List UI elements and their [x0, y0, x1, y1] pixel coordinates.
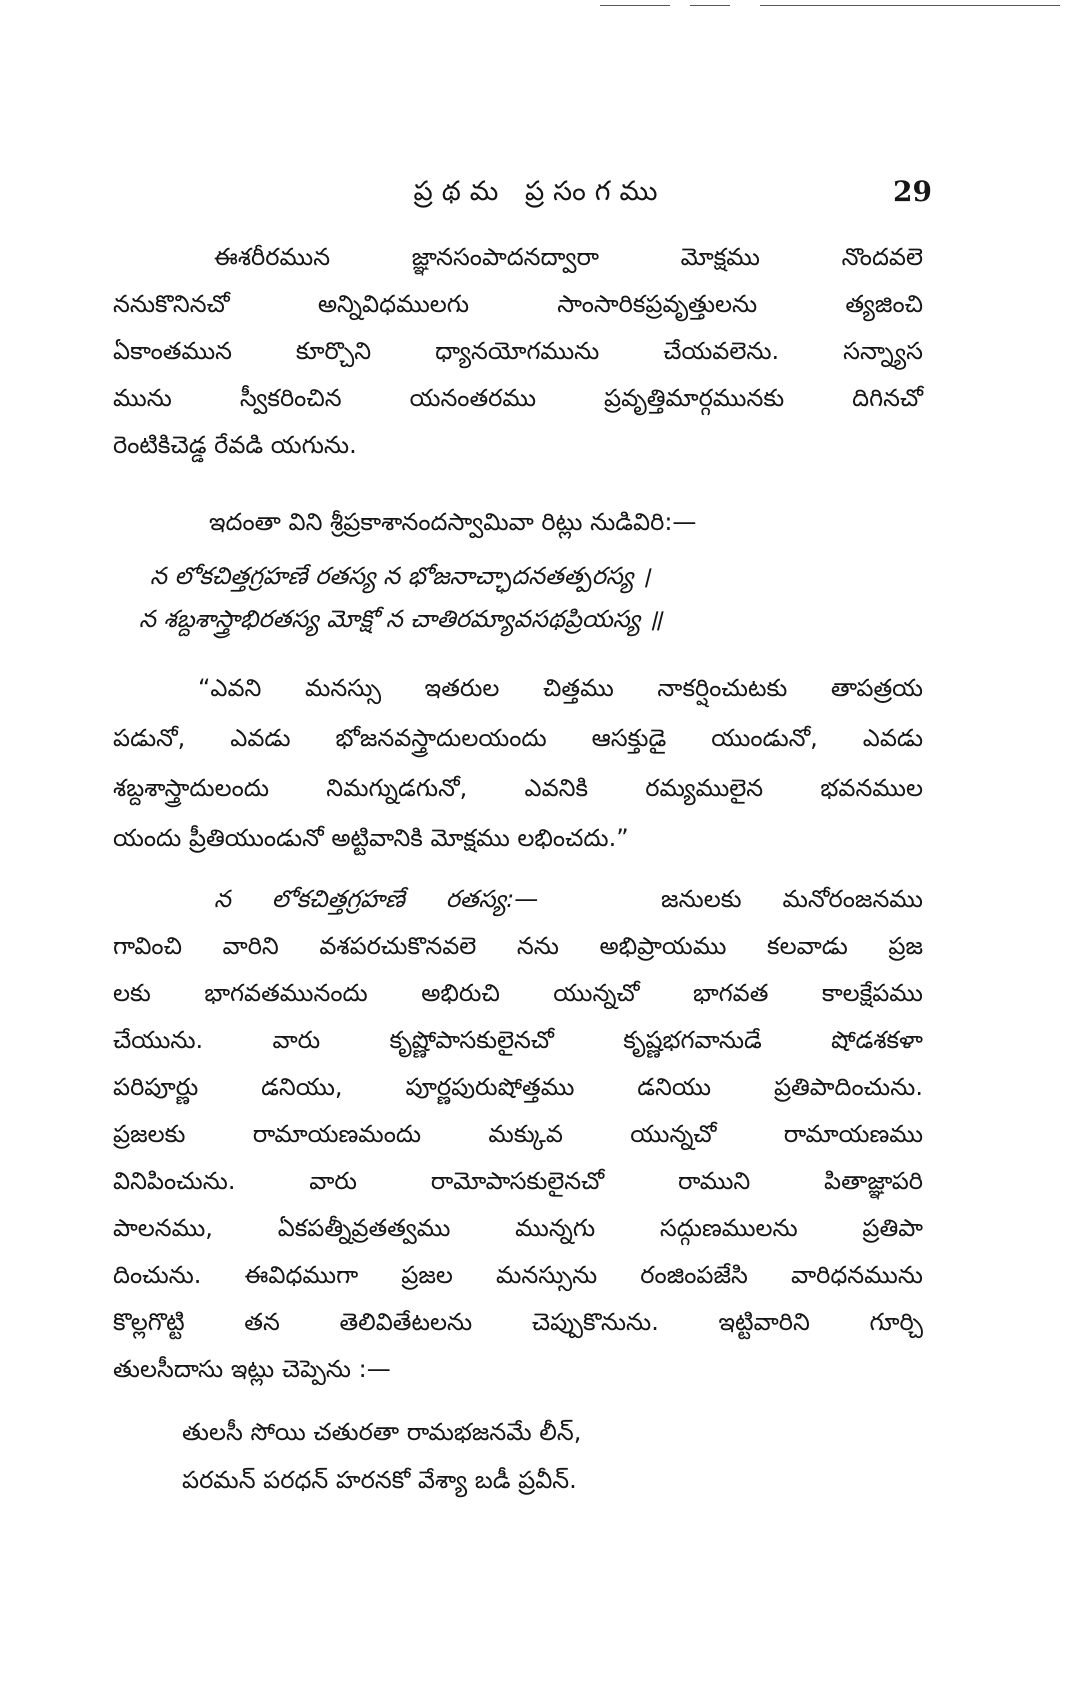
- verse-line: పరమన్ పరధన్ హరనకో వేశ్యా బడీ ప్రవీన్.: [182, 1466, 577, 1494]
- page-number: 29: [893, 175, 932, 208]
- text-line: తులసీదాసు ఇట్లు చెప్పెను :—: [113, 1355, 391, 1383]
- verse-line: తులసీ సోయి చతురతా రామభజనమే లీన్,: [182, 1418, 582, 1446]
- text-line: మును స్వీకరించిన యనంతరము ప్రవృత్తిమార్గమునకు దిగినచో: [113, 384, 923, 412]
- paragraph: [113, 499, 923, 546]
- text-line: దించును. ఈవిధముగా ప్రజల మనస్సును రంజింపజేసి వారిధనమును: [113, 1261, 923, 1289]
- running-title: ప్రథమ ప్రసంగము: [413, 176, 667, 207]
- text-line: గావించి వారిని వశపరచుకొనవలె నను అభిప్రాయము కలవాడు ప్రజ: [113, 932, 923, 960]
- paragraph: [113, 234, 923, 469]
- text-line: [113, 876, 923, 923]
- text-line: పాలనము, ఏకపత్నీవ్రతత్వము మున్నగు సద్గుణములను ప్రతిపా: [113, 1214, 923, 1242]
- text-line: పడునో, ఎవడు భోజనవస్త్రాదులయందు ఆసక్తుడై యుండునో, ఎవడు: [113, 724, 923, 752]
- scan-edge-line: [600, 5, 670, 6]
- text-line: ఈశరీరమున జ్ఞానసంపాదనద్వారా మోక్షము నొందవలె: [214, 243, 923, 271]
- sanskrit-verse: [113, 555, 923, 641]
- text-line: ప్రజలకు రామాయణమందు మక్కువ యున్నచో రామాయణము: [113, 1120, 923, 1148]
- text-line: పరిపూర్ణు డనియు, పూర్ణపురుషోత్తము డనియు ప్రతిపాదించును.: [113, 1073, 923, 1101]
- paragraph: [113, 876, 923, 1393]
- text-fragment: జనులకు మనోరంజనము: [661, 885, 923, 913]
- text-line: వినిపించును. వారు రామోపాసకులైనచో రాముని పితాజ్ఞాపరి: [113, 1167, 923, 1195]
- text-line: ఏకాంతమున కూర్చొని ధ్యానయోగమును చేయవలెను. సన్న్యాస: [113, 337, 923, 365]
- text-line: ననుకొనినచో అన్నివిధములగు సాంసారికప్రవృత్తులను త్యజించి: [113, 290, 923, 318]
- text-line: యందు ప్రీతియుండునో అట్టివానికి మోక్షము లభించదు.”: [113, 824, 629, 852]
- page-body: [113, 234, 923, 1504]
- text-line: చేయును. వారు కృష్ణోపాసకులైనచో కృష్ణభగవానుడే షోడశకళా: [113, 1026, 923, 1054]
- text-line: రెంటికిచెడ్డ రేవడి యగును.: [113, 431, 357, 459]
- verse-line: న శబ్దశాస్త్రాభిరతస్య మోక్షో న చాతిరమ్యావసథప్రియస్య ॥: [139, 605, 663, 633]
- text-line: కొల్లగొట్టి తన తెలివితేటలను చెప్పుకొనును. ఇట్టివారిని గూర్చి: [113, 1308, 923, 1336]
- hindi-couplet: [113, 1408, 923, 1504]
- verse-quote-lead: న లోకచిత్తగ్రహణే రతస్య:—: [214, 885, 539, 913]
- text-line: లకు భాగవతమునందు అభిరుచి యున్నచో భాగవత కాలక్షేపము: [113, 979, 923, 1007]
- text-line: “ఎవని మనస్సు ఇతరుల చిత్తము నాకర్షించుటకు తాపత్రయ: [198, 674, 923, 702]
- scan-edge-line: [690, 5, 730, 6]
- verse-translation: [113, 663, 923, 863]
- scan-edge-line: [760, 5, 1060, 6]
- verse-line: న లోకచిత్తగ్రహణే రతస్య న భోజనాచ్ఛాదనతత్పరస్య ।: [150, 562, 651, 590]
- text-line: ఇదంతా విని శ్రీప్రకాశానందస్వామివా రిట్లు నుడివిరి:—: [209, 508, 697, 536]
- text-line: శబ్దశాస్త్రాదులందు నిమగ్నుడగునో, ఎవనికి రమ్యములైన భవనముల: [113, 774, 923, 802]
